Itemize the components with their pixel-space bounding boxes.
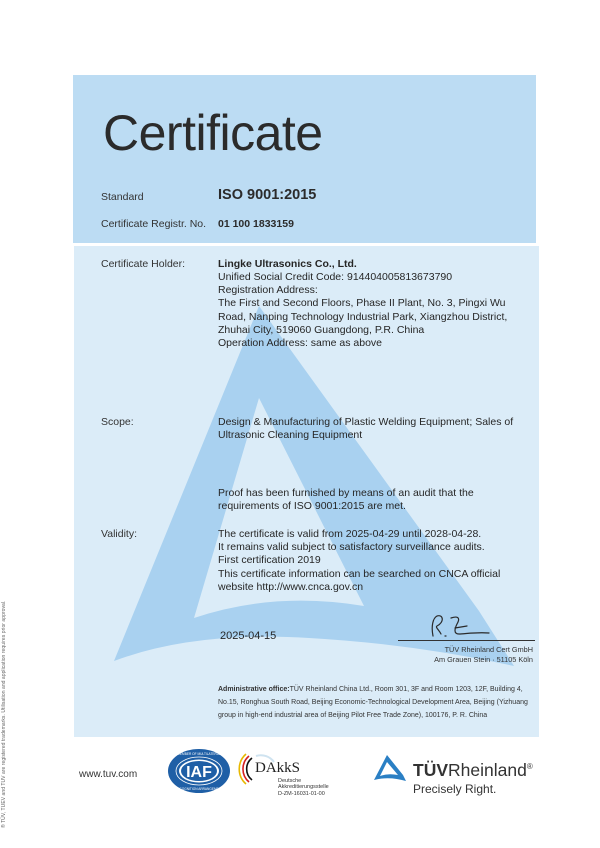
cnca-website: website http://www.cnca.gov.cn	[218, 580, 364, 593]
issuer-address: Am Grauen Stein · 51105 Köln	[434, 655, 533, 664]
admin-office-text: TÜV Rheinland China Ltd., Room 301, 3F and Room 1203, 12F, Building 4, No.15, Ronghua South Road, Beijing Economic-Technological Development Area, Beijing (Yizhuang group in high-end industrial area of Beijing Pilot Free Trade Zone), 100176, P. R. China	[218, 686, 528, 720]
issuer-block	[380, 645, 533, 665]
standard-label: Standard	[101, 191, 144, 203]
address-line: Zhuhai City, 519060 Guangdong, P.R. China	[218, 323, 425, 336]
svg-text:MEMBER OF MULTILATERAL: MEMBER OF MULTILATERAL	[177, 752, 221, 756]
issue-date: 2025-04-15	[220, 630, 277, 642]
holder-name: Lingke Ultrasonics Co., Ltd.	[218, 258, 357, 270]
registration-address-label: Registration Address:	[218, 284, 318, 297]
svg-text:IAF: IAF	[186, 764, 212, 781]
certificate-title: Certificate	[103, 105, 323, 161]
validity-label: Validity:	[101, 528, 137, 540]
registered-mark: ®	[526, 762, 533, 772]
registr-value: 01 100 1833159	[218, 218, 294, 230]
scope-text	[218, 416, 513, 442]
tuv-website-link[interactable]: www.tuv.com	[79, 769, 138, 780]
svg-text:RECOGNITION ARRANGEMENT: RECOGNITION ARRANGEMENT	[175, 787, 223, 791]
holder-details	[218, 271, 507, 350]
validity-line: First certification 2019	[218, 554, 321, 567]
dakks-line: Akkreditierungsstelle	[278, 784, 329, 791]
address-line: The First and Second Floors, Phase II Plant, No. 3, Pingxi Wu	[218, 297, 506, 310]
validity-text	[218, 528, 500, 594]
validity-line: It remains valid subject to satisfactory surveillance audits.	[218, 541, 485, 554]
admin-office-label: Administrative office:	[218, 686, 290, 693]
credit-code: Unified Social Credit Code: 914404005813673790	[218, 271, 453, 283]
operation-address: Operation Address: same as above	[218, 337, 383, 350]
admin-office	[218, 683, 536, 722]
address-line: Road, Nanping Technology Industrial Park, Xiangzhou District,	[218, 310, 508, 323]
scope-line: Design & Manufacturing of Plastic Welding Equipment; Sales of	[218, 416, 514, 428]
tuv-triangle-logo-icon	[373, 754, 407, 782]
scope-line: Ultrasonic Cleaning Equipment	[218, 429, 363, 442]
trademark-note: ® TÜV, TUEV and TUV are registered trademarks. Utilisation and application requires prior approval.	[1, 600, 7, 828]
proof-line: Proof has been furnished by means of an audit that the	[218, 487, 474, 499]
iaf-logo	[167, 748, 231, 794]
tuv-brand-bold: TÜV	[413, 760, 448, 780]
proof-text	[218, 487, 474, 513]
signature-line	[398, 640, 535, 641]
dakks-details	[278, 778, 329, 797]
dakks-logo	[238, 750, 348, 800]
validity-line: This certificate information can be searched on CNCA official	[218, 567, 501, 580]
iaf-emblem-icon	[167, 748, 231, 794]
validity-line: The certificate is valid from 2025-04-29 until 2028-04-28.	[218, 528, 482, 540]
dakks-accreditation-number: D-ZM-16031-01-00	[278, 790, 325, 797]
registr-label: Certificate Registr. No.	[101, 218, 207, 230]
tuv-slogan: Precisely Right.	[413, 782, 497, 796]
tuv-brand-rest: Rheinland	[448, 760, 527, 780]
dakks-name: DAkkS	[255, 760, 301, 776]
signature-icon	[425, 612, 495, 642]
proof-line: requirements of ISO 9001:2015 are met.	[218, 500, 406, 513]
tuv-brand	[413, 760, 533, 781]
issuer-name: TÜV Rheinland Cert GmbH	[444, 645, 533, 654]
holder-label: Certificate Holder:	[101, 258, 186, 270]
standard-value: ISO 9001:2015	[218, 187, 317, 203]
dakks-line: Deutsche	[278, 778, 302, 784]
scope-label: Scope:	[101, 416, 134, 428]
